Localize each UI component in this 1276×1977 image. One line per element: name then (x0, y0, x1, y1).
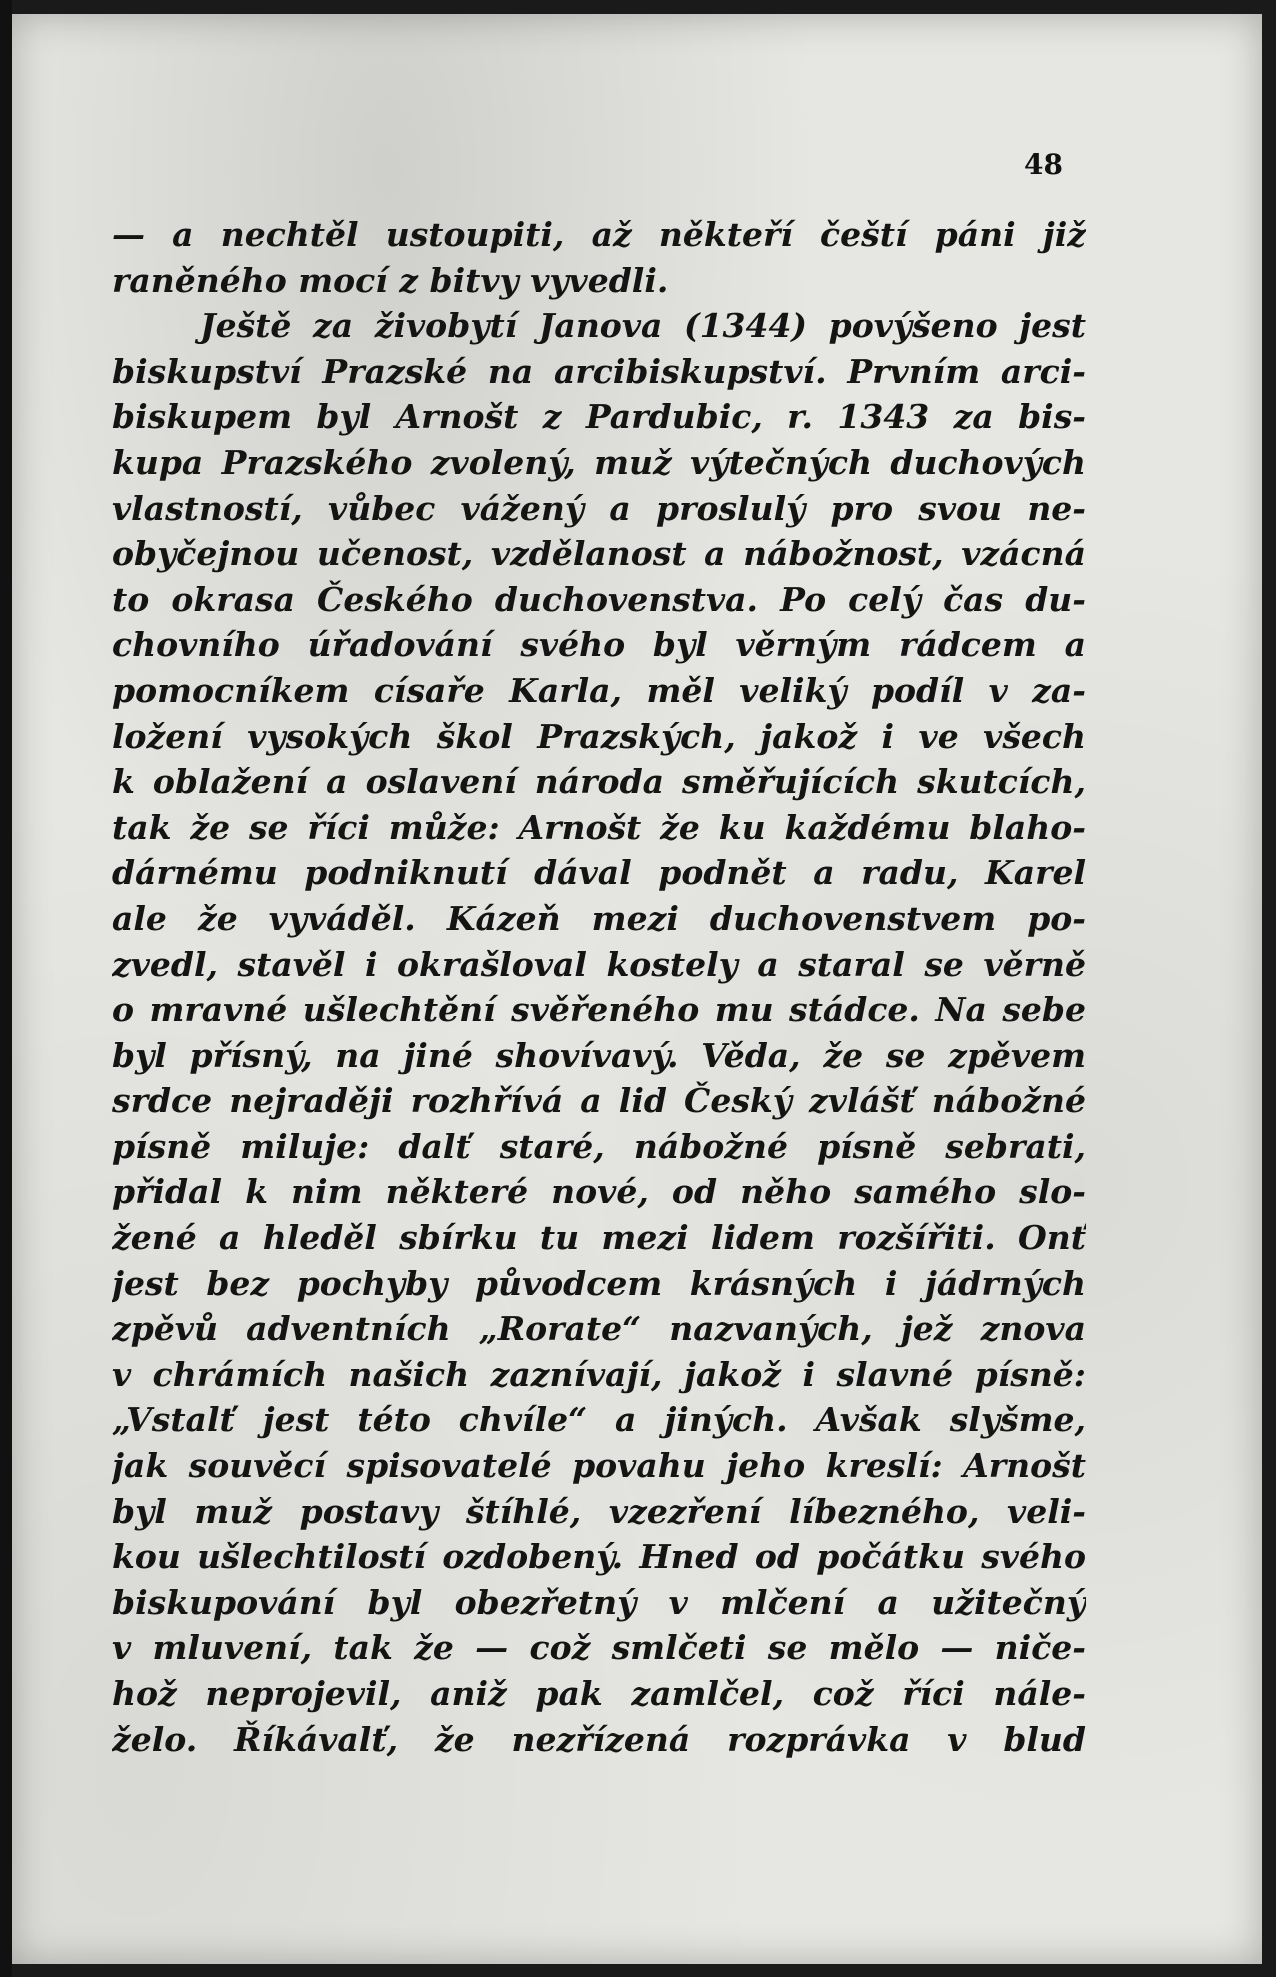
text-line: raněného mocí z bitvy vyvedli. (112, 260, 669, 300)
text-line: biskupování byl obezřetný v mlčení a užitečný (112, 1582, 1086, 1622)
text-line: ale že vyváděl. Kázeň mezi duchovenstvem po- (112, 898, 1086, 938)
page-number: 48 (1024, 148, 1063, 181)
text-line: — a nechtěl ustoupiti, až někteří čeští páni již (112, 215, 1086, 254)
text-line: obyčejnou učenost, vzdělanost a nábožnost, vzácná (112, 534, 1086, 574)
text-line: Ještě za živobytí Janova (1344) povýšeno jest (200, 306, 1086, 346)
text-line: byl přísný, na jiné shovívavý. Věda, že se zpěvem (112, 1035, 1086, 1075)
text-line: želo. Říkávalť, že nezřízená rozprávka v blud (112, 1719, 1086, 1759)
text-line: jak souvěcí spisovatelé povahu jeho kreslí: Arnošt (112, 1446, 1086, 1486)
body-text (112, 212, 1086, 1762)
text-line: přidal k nim některé nové, od něho samého slo- (112, 1172, 1086, 1212)
text-line: o mravné ušlechtění svěřeného mu stádce. Na sebe (112, 990, 1086, 1030)
text-line: písně miluje: dalť staré, nábožné písně sebrati, (112, 1126, 1086, 1166)
text-line: pomocníkem císaře Karla, měl veliký podíl v za- (112, 670, 1086, 710)
text-line: tak že se říci může: Arnošt že ku každému blaho- (112, 807, 1086, 847)
text-line: zvedl, stavěl i okrašloval kostely a staral se věrně (112, 944, 1086, 984)
text-line: vlastností, vůbec vážený a proslulý pro svou ne- (112, 488, 1086, 528)
text-line: chovního úřadování svého byl věrným rádcem a (112, 625, 1086, 665)
text-line: k oblažení a oslavení národa směřujících skutcích, (112, 762, 1086, 802)
text-line: biskupství Prazské na arcibiskupství. Prvním arci- (112, 351, 1086, 391)
text-line: ložení vysokých škol Prazských, jakož i ve všech (112, 716, 1086, 756)
text-line: srdce nejraději rozhřívá a lid Český zvlášť nábožné (112, 1081, 1086, 1121)
text-line: hož neprojevil, aniž pak zamlčel, což říci nále- (112, 1674, 1086, 1713)
scan-left-edge (0, 0, 12, 1977)
text-line: dárnému podniknutí dával podnět a radu, Karel (112, 853, 1086, 893)
text-line: žené a hleděl sbírku tu mezi lidem rozšířiti. Onť (112, 1218, 1086, 1258)
text-line: v chrámích našich zaznívají, jakož i slavné písně: (112, 1354, 1086, 1394)
text-line: biskupem byl Arnošt z Pardubic, r. 1343 za bis- (112, 397, 1086, 437)
text-line: jest bez pochyby původcem krásných i jádrných (112, 1263, 1086, 1303)
text-line: „Vstalť jest této chvíle“ a jiných. Avšak slyšme, (112, 1400, 1086, 1440)
text-line: byl muž postavy štíhlé, vzezření líbezného, veli- (112, 1491, 1086, 1531)
text-line: zpěvů adventních „Rorate“ nazvaných, jež znova (112, 1309, 1086, 1349)
text-line: to okrasa Českého duchovenstva. Po celý čas du- (112, 579, 1086, 619)
text-line: v mluvení, tak že — což smlčeti se mělo — niče- (112, 1628, 1086, 1668)
text-line: kupa Prazského zvolený, muž výtečných duchových (112, 442, 1086, 482)
text-line: kou ušlechtilostí ozdobený. Hned od počátku svého (112, 1537, 1086, 1577)
